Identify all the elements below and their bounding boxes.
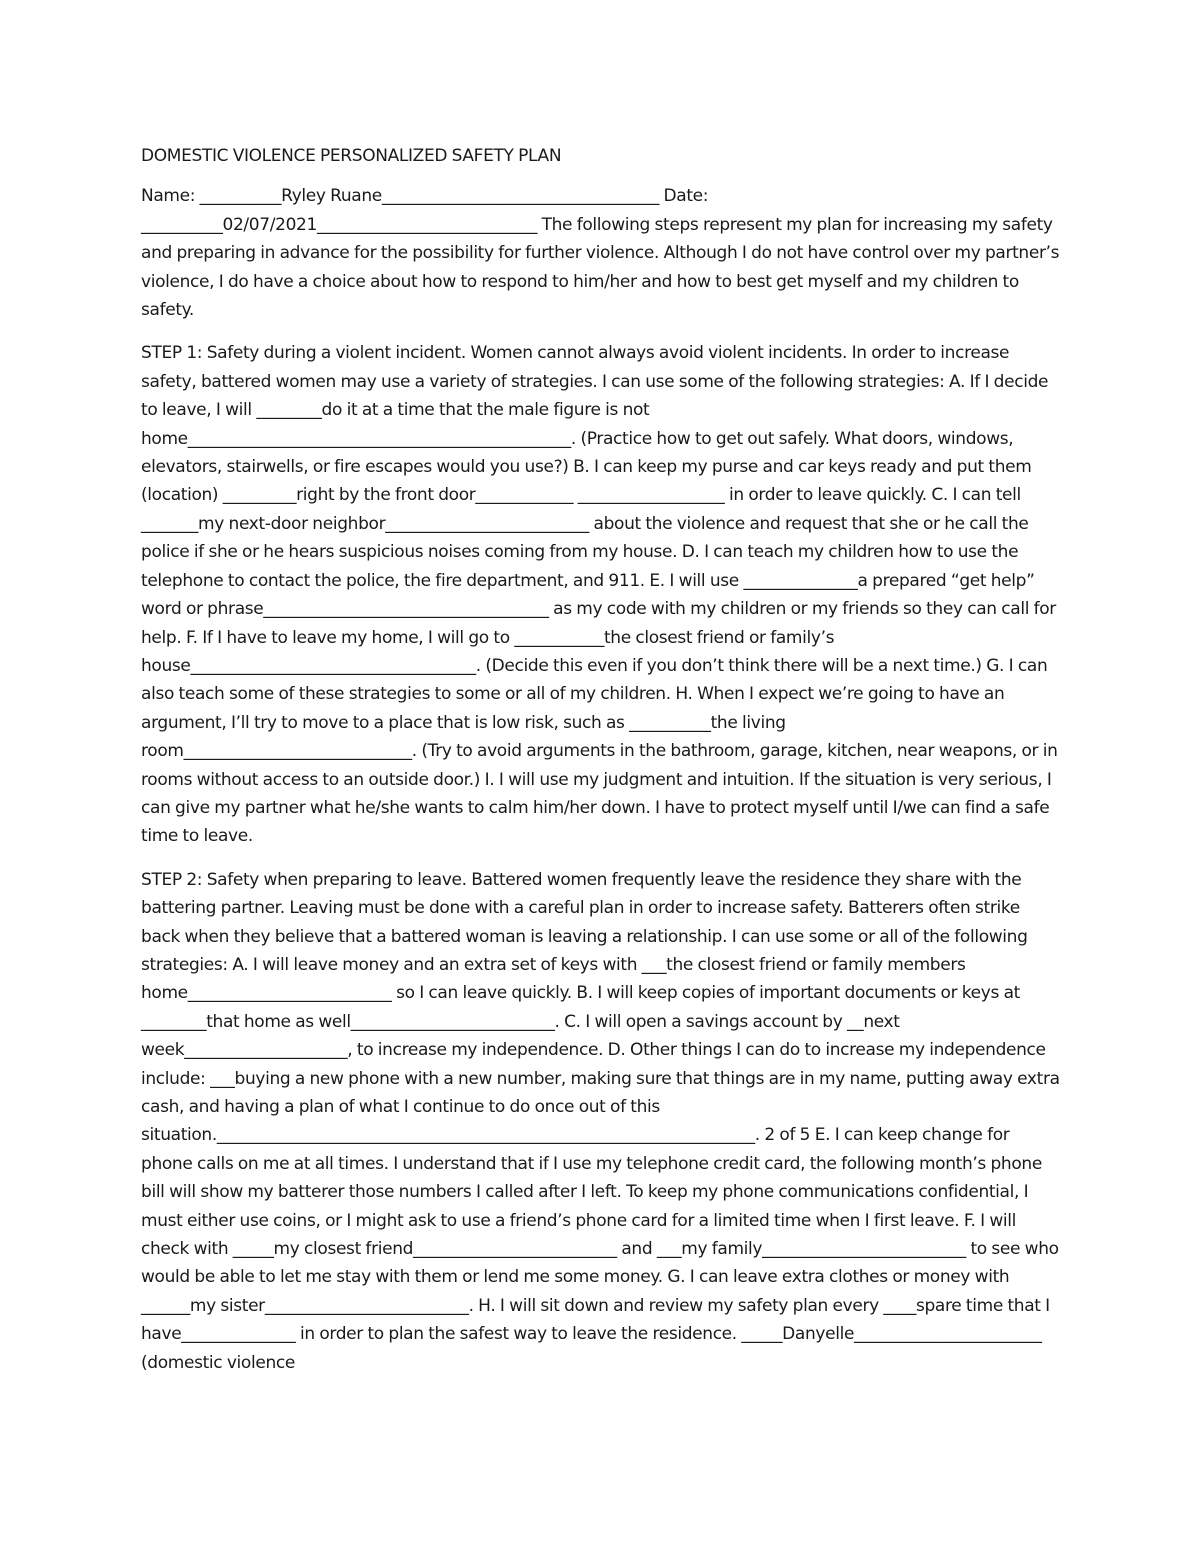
document-title: DOMESTIC VIOLENCE PERSONALIZED SAFETY PLAN — [141, 146, 562, 166]
step-2-paragraph: STEP 2: Safety when preparing to leave. Battered women frequently leave the residence they share with the battering partner. Leaving must be done with a careful plan in order to increase safety. Batterers often strike back when they believe that a battered woman is leaving a relationship. I can use some or all of the following strategies: A. I will leave money and an extra set of keys with ___the closest friend or family members home_________________________ so I can leave quickly. B. I will keep copies of important documents or keys at ________that home as well_________________________. C. I will open a savings account by __next week____________________, to increase my independence. D. Other things I can do to increase my independence include: ___buying a new phone with a new number, making sure that things are in my name, putting away extra cash, and having a plan of what I continue to do once out of this situation.__________________________________________________________________. 2 of 5 E. I can keep change for phone calls on me at all times. I understand that if I use my telephone credit card, the following month’s phone bill will show my batterer those numbers I called after I left. To keep my phone communications confidential, I must either use coins, or I might ask to use a friend’s phone card for a limited time when I first leave. F. I will check with _____my closest friend_________________________ and ___my family_________________________ to see who would be able to let me stay with them or lend me some money. G. I can leave extra clothes or money with ______my sister_________________________. H. I will sit down and review my safety plan every ____spare time that I have______________ in order to plan the safest way to leave the residence. _____Danyelle_______________________ (domestic violence — [141, 869, 1060, 1373]
document-body — [141, 142, 1063, 1392]
step-1-paragraph: STEP 1: Safety during a violent incident. Women cannot always avoid violent incidents. In order to increase safety, battered women may use a variety of strategies. I can use some of the following strategies: A. If I decide to leave, I will ________do it at a time that the male figure is not home_______________________________________________. (Practice how to get out safely. What doors, windows, elevators, stairwells, or fire escapes would you use?) B. I can keep my purse and car keys ready and put them (location) _________right by the front door____________ __________________ in order to leave quickly. C. I can tell _______my next-door neighbor_________________________ about the violence and request that she or he call the police if she or he hears suspicious noises coming from my house. D. I can teach my children how to use the telephone to contact the police, the fire department, and 911. E. I will use ______________a prepared “get help” word or phrase___________________________________ as my code with my children or my friends so they can call for help. F. If I have to leave my home, I will go to ___________the closest friend or family’s house___________________________________. (Decide this even if you don’t think there will be a next time.) G. I can also teach some of these strategies to some or all of my children. H. When I expect we’re going to have an argument, I’ll try to move to a place that is low risk, such as __________the living room____________________________. (Try to avoid arguments in the bathroom, garage, kitchen, near weapons, or in rooms without access to an outside door.) I. I will use my judgment and intuition. If the situation is very serious, I can give my partner what he/she wants to calm him/her down. I have to protect myself until I/we can find a safe time to leave. — [141, 343, 1058, 847]
intro-paragraph: Name: __________Ryley Ruane__________________________________ Date: __________02/07/2021___________________________ The following steps represent my plan for increasing my safety and preparing in advance for the possibility for further violence. Although I do not have control over my partner’s violence, I do have a choice about how to respond to him/her and how to best get myself and my children to safety. — [141, 186, 1060, 321]
